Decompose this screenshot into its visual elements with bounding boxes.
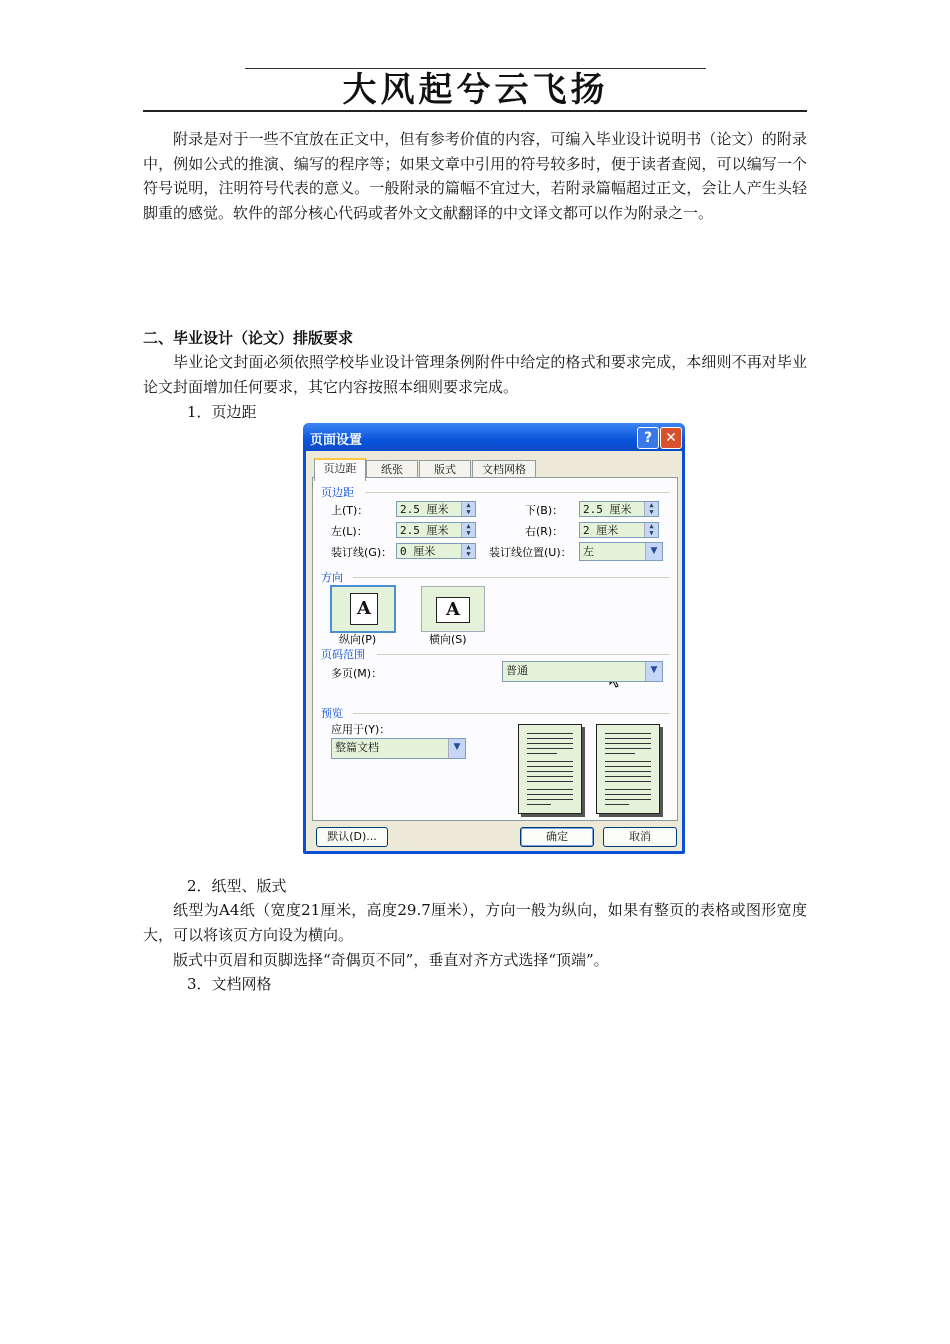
item-margins: 1．页边距 (187, 403, 257, 421)
dialog-body (306, 451, 682, 851)
landscape-page-icon: A (436, 597, 470, 623)
group-divider (353, 577, 670, 578)
portrait-option[interactable] (330, 585, 396, 633)
group-divider (365, 492, 670, 493)
spin-arrows-icon[interactable]: ▲ ▼ (461, 502, 475, 516)
preview-page-right (596, 724, 660, 814)
dialog-titlebar (303, 423, 685, 451)
tab-panel (312, 477, 678, 821)
chevron-down-icon[interactable]: ▼ (448, 739, 465, 758)
tab-paper[interactable]: 纸张 (366, 460, 418, 479)
multi-pages-value: 普通 (506, 664, 528, 677)
paper-paragraph (143, 898, 807, 947)
portrait-label: 纵向(P) (339, 633, 377, 646)
landscape-option[interactable] (421, 586, 485, 632)
tab-layout[interactable]: 版式 (419, 460, 471, 479)
top-margin-value: 2.5 厘米 (400, 503, 449, 516)
tab-margins[interactable]: 页边距 (314, 458, 366, 481)
layout-paragraph-text: 版式中页眉和页脚选择“奇偶页不同”，垂直对齐方式选择“顶端”。 (173, 951, 609, 969)
intro-paragraph (143, 127, 807, 225)
cancel-button[interactable]: 取消 (603, 827, 677, 847)
group-divider (377, 654, 670, 655)
spin-arrows-icon[interactable]: ▲ ▼ (461, 523, 475, 537)
spin-arrows-icon[interactable]: ▲ ▼ (644, 523, 658, 537)
page-setup-dialog (303, 423, 685, 854)
header-thick-rule (143, 110, 807, 112)
item-doc-grid: 3．文档网格 (187, 975, 272, 993)
left-margin-value: 2.5 厘米 (400, 524, 449, 537)
top-margin-spinner[interactable] (396, 501, 476, 517)
header-thin-rule (245, 68, 706, 69)
help-button[interactable]: ? (637, 427, 659, 449)
bottom-margin-value: 2.5 厘米 (583, 503, 632, 516)
section-paragraph (143, 350, 807, 399)
chevron-down-icon[interactable]: ▼ (645, 662, 662, 681)
tab-doc-grid[interactable]: 文档网格 (472, 460, 536, 479)
landscape-label: 横向(S) (429, 633, 467, 646)
pages-group-label: 页码范围 (321, 648, 365, 661)
gutter-value: 0 厘米 (400, 545, 436, 558)
spin-arrows-icon[interactable]: ▲ ▼ (644, 502, 658, 516)
gutter-position-label: 装订线位置(U)： (489, 546, 572, 559)
margins-group-label: 页边距 (321, 486, 354, 499)
item-paper-layout: 2．纸型、版式 (187, 877, 287, 895)
right-margin-value: 2 厘米 (583, 524, 619, 537)
multi-pages-label: 多页(M)： (331, 667, 383, 680)
layout-paragraph (143, 948, 807, 973)
dialog-title: 页面设置 (310, 433, 363, 448)
portrait-page-icon: A (350, 593, 378, 625)
group-divider (353, 713, 670, 714)
paper-paragraph-text: 纸型为A4纸（宽度21厘米，高度29.7厘米），方向一般为纵向，如果有整页的表格或图形宽度大，可以将该页方向设为横向。 (143, 901, 807, 944)
gutter-label: 装订线(G)： (331, 546, 393, 559)
right-margin-spinner[interactable] (579, 522, 659, 538)
ok-button[interactable]: 确定 (520, 827, 594, 847)
preview-page-left (518, 724, 582, 814)
apply-to-label: 应用于(Y)： (331, 723, 391, 736)
gutter-spinner[interactable] (396, 543, 476, 559)
section-heading: 二、毕业设计（论文）排版要求 (143, 329, 354, 347)
multi-pages-select[interactable] (502, 661, 663, 682)
gutter-position-select[interactable] (579, 542, 663, 561)
apply-to-value: 整篇文档 (335, 741, 379, 754)
close-button[interactable]: ✕ (660, 427, 682, 449)
top-margin-label: 上(T)： (331, 504, 369, 517)
gutter-position-value: 左 (583, 545, 594, 558)
bottom-margin-label: 下(B)： (525, 504, 564, 517)
orientation-group-label: 方向 (321, 571, 343, 584)
left-margin-spinner[interactable] (396, 522, 476, 538)
right-margin-label: 右(R)： (525, 525, 564, 538)
spin-arrows-icon[interactable]: ▲ ▼ (461, 544, 475, 558)
apply-to-select[interactable] (331, 738, 466, 759)
bottom-margin-spinner[interactable] (579, 501, 659, 517)
header-banner: 大风起兮云飞扬 (342, 70, 609, 110)
section-paragraph-text: 毕业论文封面必须依照学校毕业设计管理条例附件中给定的格式和要求完成，本细则不再对毕业论文封面增加任何要求，其它内容按照本细则要求完成。 (143, 353, 807, 396)
chevron-down-icon[interactable]: ▼ (645, 543, 662, 560)
intro-paragraph-text: 附录是对于一些不宜放在正文中，但有参考价值的内容，可编入毕业设计说明书（论文）的附录中，例如公式的推演、编写的程序等；如果文章中引用的符号较多时，便于读者查阅，可以编写一个符号说明，注明符号代表的意义。一般附录的篇幅不宜过大，若附录篇幅超过正文，会让人产生头轻脚重的感觉。软件的部分核心代码或者外文文献翻译的中文译文都可以作为附录之一。 (143, 130, 807, 222)
left-margin-label: 左(L)： (331, 525, 368, 538)
default-button[interactable]: 默认(D)... (316, 827, 388, 847)
preview-group-label: 预览 (321, 707, 343, 720)
